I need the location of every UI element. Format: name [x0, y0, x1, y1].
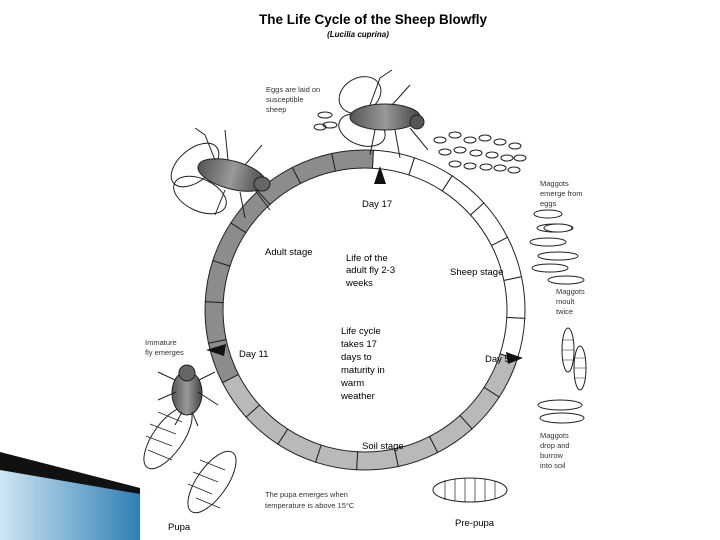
- egg: [434, 137, 446, 143]
- egg: [514, 155, 526, 161]
- soil-stage-label: Soil stage: [362, 441, 404, 452]
- maggots-moult-note: [556, 287, 585, 316]
- maggot: [534, 210, 562, 218]
- ring-segment: [429, 416, 472, 453]
- ring-segment: [205, 302, 226, 344]
- note-line: temperature is above 15°C: [265, 501, 355, 510]
- adult-life-line: weeks: [346, 278, 373, 289]
- cycle-line: days to: [341, 352, 372, 363]
- egg: [470, 150, 482, 156]
- maggot: [538, 252, 578, 260]
- egg: [479, 135, 491, 141]
- ring-segment: [332, 150, 374, 171]
- egg: [494, 165, 506, 171]
- note-line: twice: [556, 307, 574, 316]
- egg: [449, 161, 461, 167]
- eggs-note-line: sheep: [266, 105, 287, 114]
- eggs-note: [266, 85, 320, 114]
- prepupa-label: Pre-pupa: [455, 518, 495, 529]
- maggot: [544, 224, 572, 232]
- maggot: [530, 238, 566, 246]
- note-line: Maggots: [540, 431, 569, 440]
- egg: [494, 139, 506, 145]
- egg: [464, 163, 476, 169]
- ring-segment: [292, 153, 335, 183]
- day17-label: Day 17: [362, 199, 393, 210]
- immature-fly-note: [145, 338, 184, 357]
- note-line: Maggots: [540, 179, 569, 188]
- adult-life-line: adult fly 2-3: [346, 265, 396, 276]
- egg: [480, 164, 492, 170]
- large-maggots-illustration: [562, 328, 586, 390]
- egg: [486, 152, 498, 158]
- eggs-note-line: susceptible: [266, 95, 304, 104]
- maggots-drop-note: [540, 431, 570, 470]
- note-line: fly emerges: [145, 348, 184, 357]
- life-cycle-ring: [205, 150, 525, 470]
- egg: [449, 132, 461, 138]
- cycle-line: Life cycle: [341, 326, 381, 337]
- note-line: into soil: [540, 461, 566, 470]
- note-line: emerge from: [540, 189, 583, 198]
- dropping-maggots-illustration: [538, 400, 584, 423]
- egg: [454, 147, 466, 153]
- note-line: eggs: [540, 199, 557, 208]
- ring-segment: [316, 445, 358, 470]
- adult-stage-label: Adult stage: [265, 247, 313, 258]
- prepupa-illustration: [433, 478, 507, 502]
- ring-segment: [205, 261, 230, 303]
- note-line: Immature: [145, 338, 177, 347]
- egg: [464, 137, 476, 143]
- sheep-stage-label: Sheep stage: [450, 267, 504, 278]
- ring-segment: [471, 203, 508, 246]
- eggs-note-line: Eggs are laid on: [266, 85, 321, 94]
- decorative-swoosh: [0, 452, 140, 540]
- egg: [508, 167, 520, 173]
- pupa-label: Pupa: [168, 522, 191, 533]
- diagram-title: The Life Cycle of the Sheep Blowfly: [258, 12, 488, 27]
- note-line: moult: [556, 297, 575, 306]
- cycle-line: takes 17: [341, 339, 377, 350]
- note-line: The pupa emerges when: [265, 490, 348, 499]
- egg: [509, 143, 521, 149]
- note-line: burrow: [540, 451, 563, 460]
- note-line: Maggots: [556, 287, 585, 296]
- cycle-line: maturity in: [341, 365, 385, 376]
- adult-life-text: [345, 253, 395, 289]
- note-line: drop and: [540, 441, 570, 450]
- diagram-subtitle: (Lucilia cuprina): [327, 30, 389, 39]
- pupa-illustration: [135, 400, 245, 520]
- pupa-note: [265, 490, 355, 510]
- cycle-line: weather: [341, 391, 375, 402]
- cycle-line: warm: [341, 378, 365, 389]
- maggot: [532, 264, 568, 272]
- cycle-duration-text: [340, 326, 385, 402]
- egg: [501, 155, 513, 161]
- ring-segment: [222, 374, 259, 417]
- adult-life-line: Life of the: [346, 253, 388, 264]
- maggots-emerge-note: [540, 179, 583, 208]
- maggot: [548, 276, 584, 284]
- egg-laying-fly-illustration: [314, 69, 428, 158]
- egg-cluster-illustration: [434, 132, 526, 173]
- ring-segment: [357, 449, 399, 470]
- day11-label: Day 11: [239, 349, 269, 360]
- maggots-illustration: [530, 210, 584, 284]
- day5-label: Day 5: [485, 354, 510, 365]
- ring-segment: [504, 277, 525, 319]
- egg: [439, 149, 451, 155]
